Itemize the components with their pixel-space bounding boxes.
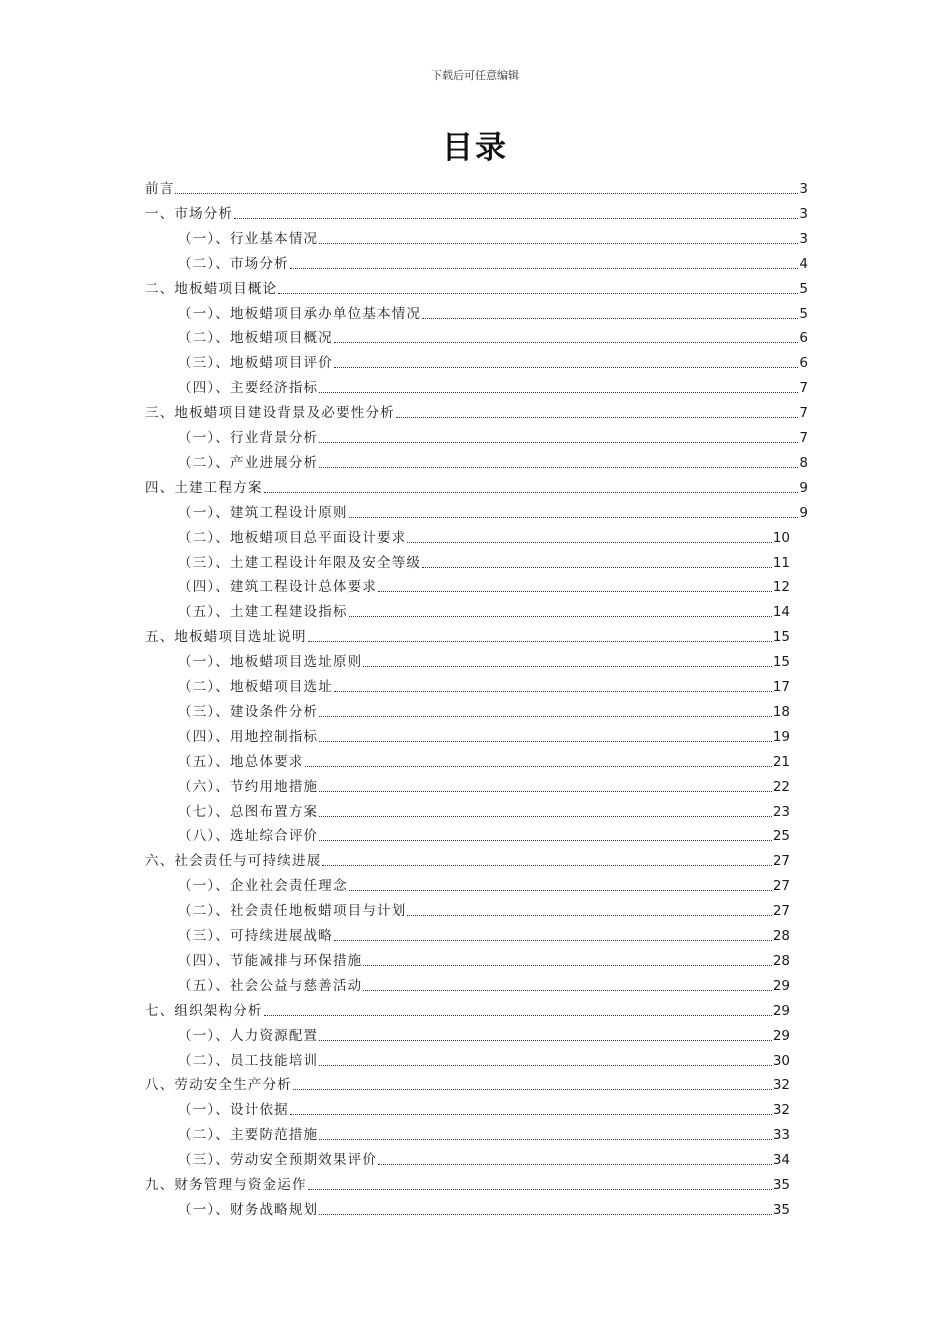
- toc-leader-dots: [334, 691, 772, 692]
- toc-entry-page: 3: [799, 230, 808, 247]
- toc-entry[interactable]: [145, 998, 790, 1020]
- toc-entry-title: 八、劳动安全生产分析: [145, 1077, 292, 1094]
- toc-entry[interactable]: [178, 599, 790, 621]
- toc-leader-dots: [308, 1189, 772, 1190]
- toc-entry-page: 4: [799, 255, 808, 272]
- toc-entry-page: 3: [799, 181, 808, 197]
- toc-entry[interactable]: [178, 799, 790, 821]
- toc-entry-title: （一）、财务战略规划: [178, 1201, 319, 1218]
- toc-entry[interactable]: [178, 350, 808, 372]
- toc-entry[interactable]: [145, 1172, 790, 1194]
- toc-entry-title: 一、市场分析: [145, 205, 234, 222]
- toc-entry-title: （四）、节能减排与环保措施: [178, 952, 363, 969]
- toc-leader-dots: [290, 268, 799, 269]
- toc-entry[interactable]: [145, 400, 808, 422]
- toc-entry-title: （二）、地板蜡项目概况: [178, 330, 333, 347]
- toc-entry-page: 29: [772, 977, 790, 994]
- toc-entry-page: 9: [799, 479, 808, 496]
- toc-entry-title: （五）、地总体要求: [178, 753, 304, 770]
- toc-entry-title: （八）、选址综合评价: [178, 828, 319, 845]
- toc-entry-title: （一）、地板蜡项目承办单位基本情况: [178, 305, 422, 322]
- toc-entry[interactable]: [178, 948, 790, 970]
- header-note: 下载后可任意编辑: [431, 69, 519, 82]
- toc-entry-page: 34: [772, 1152, 790, 1169]
- toc-entry-title: 五、地板蜡项目选址说明: [145, 629, 307, 646]
- toc-entry[interactable]: [178, 1122, 790, 1144]
- toc-entry[interactable]: [145, 1072, 790, 1094]
- toc-entry-title: （二）、主要防范措施: [178, 1127, 319, 1144]
- toc-entry-page: 11: [772, 554, 790, 571]
- toc-entry[interactable]: [145, 475, 808, 497]
- toc-entry-title: 四、土建工程方案: [145, 479, 263, 496]
- toc-entry-page: 8: [799, 454, 808, 471]
- toc-entry-title: （五）、社会公益与慈善活动: [178, 977, 363, 994]
- toc-leader-dots: [319, 1139, 772, 1140]
- toc-entry-title: （一）、行业基本情况: [178, 230, 319, 247]
- toc-entry[interactable]: [145, 201, 808, 223]
- toc-entry-page: 18: [772, 703, 790, 720]
- toc-entry-page: 32: [772, 1102, 790, 1119]
- toc-entry-title: （四）、主要经济指标: [178, 380, 319, 397]
- toc-title: 目录: [442, 130, 508, 166]
- toc-entry-title: （三）、可持续进展战略: [178, 928, 333, 944]
- toc-leader-dots: [422, 567, 772, 568]
- toc-leader-dots: [319, 840, 772, 841]
- toc-entry-title: 九、财务管理与资金运作: [145, 1177, 307, 1193]
- toc-leader-dots: [363, 965, 771, 966]
- toc-entry[interactable]: [178, 973, 790, 995]
- toc-leader-dots: [378, 1164, 772, 1165]
- toc-entry-page: 33: [772, 1127, 790, 1144]
- toc-leader-dots: [407, 542, 771, 543]
- toc-entry[interactable]: [178, 1048, 790, 1070]
- toc-entry-title: （一）、行业背景分析: [178, 430, 319, 446]
- toc-leader-dots: [319, 243, 798, 244]
- toc-entry-title: （七）、总图布置方案: [178, 803, 319, 820]
- toc-entry[interactable]: [145, 848, 790, 870]
- toc-entry[interactable]: [178, 375, 808, 397]
- toc-entry-page: 35: [772, 1201, 790, 1218]
- toc-entry-title: 六、社会责任与可持续进展: [145, 853, 322, 870]
- toc-leader-dots: [363, 990, 771, 991]
- toc-entry-title: （一）、地板蜡项目选址原则: [178, 654, 363, 671]
- toc-entry[interactable]: [178, 450, 808, 472]
- toc-entry-title: 三、地板蜡项目建设背景及必要性分析: [145, 405, 395, 422]
- toc-leader-dots: [305, 766, 772, 767]
- toc-entry-page: 12: [772, 579, 790, 596]
- toc-entry[interactable]: [178, 500, 808, 522]
- toc-entry[interactable]: [178, 550, 790, 572]
- toc-leader-dots: [322, 865, 771, 866]
- toc-leader-dots: [407, 915, 771, 916]
- toc-entry-title: 前言: [145, 181, 175, 197]
- toc-leader-dots: [319, 791, 772, 792]
- toc-entry[interactable]: [178, 226, 808, 248]
- toc-leader-dots: [363, 666, 771, 667]
- toc-entry-title: （二）、员工技能培训: [178, 1052, 319, 1069]
- toc-entry[interactable]: [178, 823, 790, 845]
- toc-entry-title: （五）、土建工程建设指标: [178, 604, 348, 621]
- toc-entry[interactable]: [178, 724, 790, 746]
- toc-entry-page: 23: [772, 803, 790, 820]
- toc-leader-dots: [422, 318, 798, 319]
- toc-leader-dots: [319, 467, 798, 468]
- toc-leader-dots: [319, 442, 798, 443]
- toc-entry[interactable]: [178, 774, 790, 796]
- toc-entry-page: 32: [772, 1077, 790, 1094]
- toc-entry-title: （一）、设计依据: [178, 1102, 289, 1119]
- toc-entry[interactable]: [178, 699, 790, 721]
- toc-entry-page: 28: [772, 952, 790, 969]
- toc-leader-dots: [319, 1214, 772, 1215]
- toc-entry-page: 21: [772, 753, 790, 770]
- toc-entry-title: （一）、企业社会责任理念: [178, 878, 348, 895]
- toc-entry-title: （三）、建设条件分析: [178, 703, 319, 720]
- toc-entry-page: 27: [772, 878, 790, 895]
- toc-entry-page: 29: [772, 1002, 790, 1019]
- toc-entry[interactable]: [178, 425, 808, 447]
- toc-leader-dots: [264, 1015, 772, 1016]
- toc-leader-dots: [349, 616, 772, 617]
- toc-entry[interactable]: [178, 873, 790, 895]
- toc-entry-page: 5: [799, 305, 808, 322]
- toc-entry[interactable]: [178, 574, 790, 596]
- toc-entry-page: 9: [799, 504, 808, 521]
- toc-entry-page: 28: [772, 928, 790, 944]
- toc-entry-page: 19: [772, 728, 790, 745]
- toc-entry-page: 27: [772, 853, 790, 870]
- toc-entry[interactable]: [178, 525, 790, 547]
- toc-entry[interactable]: [178, 1097, 790, 1119]
- toc-entry-page: 6: [799, 355, 808, 372]
- toc-entry-page: 7: [799, 380, 808, 397]
- toc-entry-title: （三）、劳动安全预期效果评价: [178, 1152, 378, 1169]
- toc-entry[interactable]: [178, 325, 808, 347]
- toc-entry-title: （四）、用地控制指标: [178, 728, 319, 745]
- toc-entry-page: 14: [772, 604, 790, 621]
- toc-entry[interactable]: [178, 1147, 790, 1169]
- toc-leader-dots: [175, 193, 798, 194]
- toc-leader-dots: [349, 890, 772, 891]
- toc-entry-title: （二）、地板蜡项目总平面设计要求: [178, 529, 407, 546]
- toc-entry-page: 7: [799, 430, 808, 446]
- toc-leader-dots: [319, 1065, 772, 1066]
- toc-leader-dots: [278, 293, 798, 294]
- toc-entry-title: （一）、人力资源配置: [178, 1027, 319, 1044]
- toc-leader-dots: [334, 367, 798, 368]
- toc-entry-page: 30: [772, 1052, 790, 1069]
- toc-leader-dots: [349, 517, 799, 518]
- toc-entry-page: 17: [772, 679, 790, 695]
- toc-entry-page: 6: [799, 330, 808, 347]
- toc-entry-page: 27: [772, 903, 790, 920]
- toc-leader-dots: [319, 392, 798, 393]
- toc-leader-dots: [319, 816, 772, 817]
- toc-entry[interactable]: [178, 1197, 790, 1219]
- toc-leader-dots: [264, 492, 799, 493]
- toc-entry-page: 22: [772, 778, 790, 795]
- toc-entry-title: 七、组织架构分析: [145, 1002, 263, 1019]
- toc-entry[interactable]: [178, 898, 790, 920]
- toc-entry-title: （二）、产业进展分析: [178, 454, 319, 471]
- toc-leader-dots: [396, 417, 799, 418]
- toc-entry-title: （三）、土建工程设计年限及安全等级: [178, 554, 422, 571]
- toc-entry[interactable]: [178, 251, 808, 273]
- toc-entry[interactable]: [178, 1023, 790, 1045]
- toc-leader-dots: [319, 716, 772, 717]
- toc-entry-title: 二、地板蜡项目概论: [145, 280, 278, 297]
- toc-leader-dots: [293, 1089, 772, 1090]
- toc-entry-page: 29: [772, 1027, 790, 1044]
- toc-entry-page: 15: [772, 629, 790, 646]
- toc-entry-title: （三）、地板蜡项目评价: [178, 355, 333, 372]
- toc-entry[interactable]: [145, 276, 808, 298]
- toc-entry[interactable]: [178, 749, 790, 771]
- toc-leader-dots: [308, 641, 772, 642]
- toc-entry-page: 35: [772, 1177, 790, 1193]
- toc-leader-dots: [334, 342, 798, 343]
- toc-entry-title: （二）、地板蜡项目选址: [178, 679, 333, 695]
- toc-entry-title: （二）、市场分析: [178, 255, 289, 272]
- toc-leader-dots: [290, 1114, 772, 1115]
- toc-entry-page: 15: [772, 654, 790, 671]
- toc-leader-dots: [334, 940, 772, 941]
- toc-entry-title: （一）、建筑工程设计原则: [178, 504, 348, 521]
- toc-entry[interactable]: [178, 649, 790, 671]
- toc-entry-page: 7: [799, 405, 808, 422]
- toc-entry-page: 3: [799, 205, 808, 222]
- toc-entry-title: （二）、社会责任地板蜡项目与计划: [178, 903, 407, 920]
- toc-leader-dots: [319, 1040, 772, 1041]
- toc-entry-page: 5: [799, 280, 808, 297]
- toc-entry-title: （六）、节约用地措施: [178, 778, 319, 795]
- toc-entry[interactable]: [178, 923, 790, 945]
- toc-entry-page: 25: [772, 828, 790, 845]
- toc-leader-dots: [378, 591, 772, 592]
- toc-entry-page: 10: [772, 529, 790, 546]
- toc-entry[interactable]: [178, 674, 790, 696]
- toc-entry[interactable]: [145, 176, 808, 198]
- toc-entry-title: （四）、建筑工程设计总体要求: [178, 579, 378, 596]
- toc-entry[interactable]: [145, 624, 790, 646]
- toc-leader-dots: [234, 218, 798, 219]
- toc-entry[interactable]: [178, 301, 808, 323]
- toc-leader-dots: [319, 741, 772, 742]
